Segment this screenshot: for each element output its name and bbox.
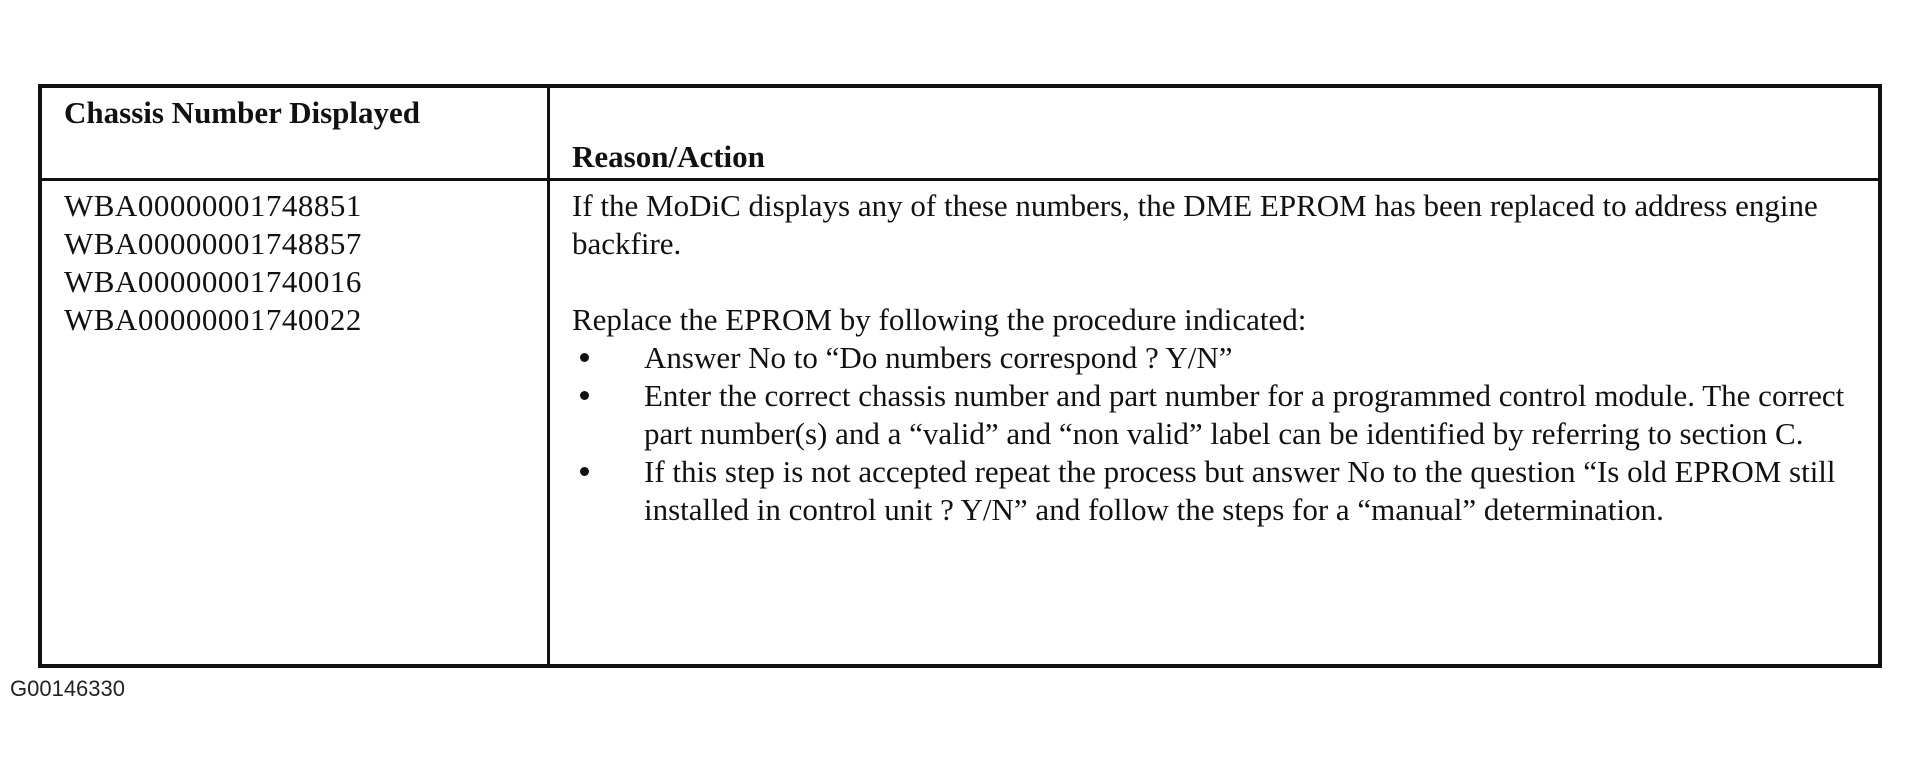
chassis-number: WBA00000001748851	[64, 188, 362, 223]
figure-id: G00146330	[10, 676, 125, 701]
procedure-step-text: Answer No to “Do numbers correspond ? Y/N”	[644, 340, 1233, 375]
header-chassis-number: Chassis Number Displayed	[64, 95, 421, 130]
bullet-icon	[580, 391, 589, 400]
chassis-number: WBA00000001748857	[64, 226, 362, 261]
chassis-number: WBA00000001740016	[64, 264, 362, 299]
procedure-step	[572, 377, 1858, 453]
header-cell-chassis	[42, 88, 550, 181]
procedure-steps	[572, 339, 1858, 529]
chassis-number-cell	[42, 181, 550, 664]
action-intro: Replace the EPROM by following the procedure indicated:	[572, 302, 1307, 337]
paragraph-spacer	[572, 263, 1858, 301]
procedure-step	[572, 453, 1858, 529]
bullet-icon	[580, 467, 589, 476]
procedure-step-text: If this step is not accepted repeat the process but answer No to the question “Is old EPROM still installed in control unit ? Y/N” and follow the steps for a “manual” determination.	[644, 454, 1836, 527]
procedure-step-text: Enter the correct chassis number and part number for a programmed control module. The correct part number(s) and a “valid” and “non valid” label can be identified by referring to section C.	[644, 378, 1845, 451]
bullet-icon	[580, 353, 589, 362]
chassis-number-list	[64, 187, 547, 339]
chassis-number: WBA00000001740022	[64, 302, 362, 337]
reason-action-cell	[550, 181, 1878, 664]
header-reason-action: Reason/Action	[572, 139, 765, 174]
header-cell-reason	[550, 88, 1878, 181]
reason-paragraph: If the MoDiC displays any of these numbers, the DME EPROM has been replaced to address engine backfire.	[572, 188, 1818, 261]
procedure-step	[572, 339, 1858, 377]
chassis-table	[38, 84, 1882, 668]
